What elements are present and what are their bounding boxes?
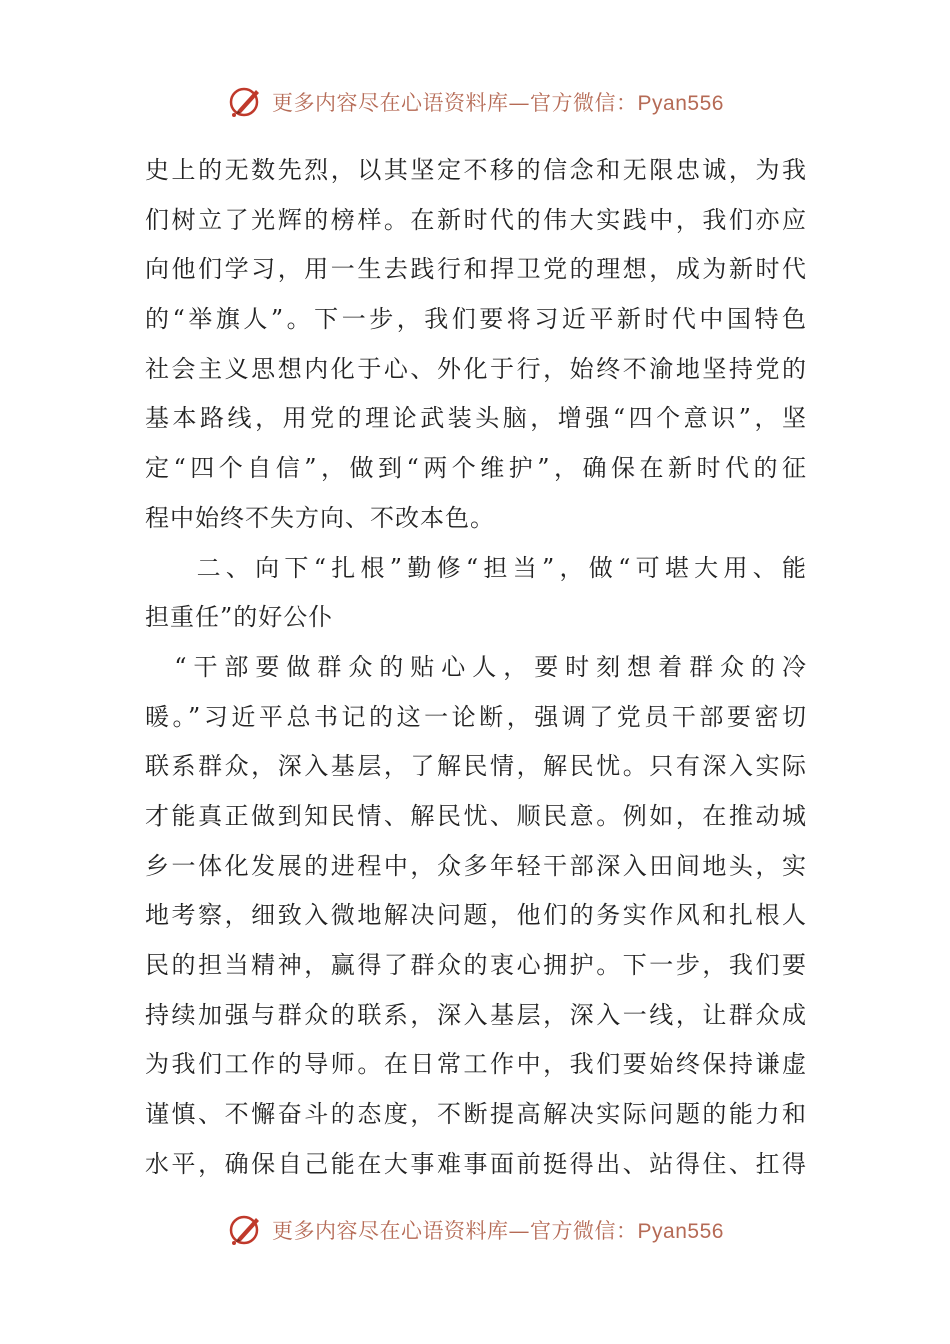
text-line: 定“四个自信”，做到“两个维护”，确保在新时代的征 <box>145 454 807 483</box>
text-line: 暖。”习近平总书记的这一论断，强调了党员干部要密切 <box>145 702 807 731</box>
header-banner <box>0 80 950 124</box>
text-line: 程中始终不失方向、不改本色。 <box>145 503 495 532</box>
wechat-id: Pyan556 <box>637 92 724 115</box>
text-line: 民的担当精神，赢得了群众的衷心拥护。下一步，我们要 <box>145 951 807 979</box>
text-line: “干部要做群众的贴心人，要时刻想着群众的冷 <box>145 652 807 681</box>
text-line: 乡一体化发展的进程中，众多年轻干部深入田间地头，实 <box>145 851 807 880</box>
document-body <box>145 146 807 1189</box>
pen-nib-logo-icon <box>226 1210 266 1250</box>
text-line: 基本路线，用党的理论武装头脑，增强“四个意识”，坚 <box>145 404 807 433</box>
text-line: 社会主义思想内化于心、外化于行，始终不渝地坚持党的 <box>145 354 807 383</box>
text-line: 地考察，细致入微地解决问题，他们的务实作风和扎根人 <box>145 901 807 930</box>
text-line: 史上的无数先烈，以其坚定不移的信念和无限忠诚，为我 <box>145 156 807 184</box>
text-line: 水平，确保自己能在大事难事面前挺得出、站得住、扛得 <box>145 1149 807 1178</box>
banner-text: 更多内容尽在心语资料库—官方微信：Pyan556 <box>272 91 724 115</box>
pen-nib-logo-icon <box>226 82 266 122</box>
section-heading-line: 担重任”的好公仆 <box>145 603 334 632</box>
footer-banner <box>0 1208 950 1252</box>
section-heading-line: 二、向下“扎根”勤修“担当”，做“可堪大用、能 <box>145 553 807 582</box>
banner-text: 更多内容尽在心语资料库—官方微信：Pyan556 <box>272 1219 724 1243</box>
text-line: 联系群众，深入基层，了解民情，解民忧。只有深入实际 <box>145 752 807 781</box>
text-line: 谨慎、不懈奋斗的态度，不断提高解决实际问题的能力和 <box>145 1100 807 1129</box>
text-line: 持续加强与群众的联系，深入基层，深入一线，让群众成 <box>145 1000 807 1029</box>
wechat-id: Pyan556 <box>637 1220 724 1243</box>
text-line: 向他们学习，用一生去践行和捍卫党的理想，成为新时代 <box>145 255 807 284</box>
text-line: 为我们工作的导师。在日常工作中，我们要始终保持谦虚 <box>145 1050 807 1079</box>
text-line: 们树立了光辉的榜样。在新时代的伟大实践中，我们亦应 <box>145 205 807 234</box>
text-line: 才能真正做到知民情、解民忧、顺民意。例如，在推动城 <box>145 801 807 830</box>
text-line: 的“举旗人”。下一步，我们要将习近平新时代中国特色 <box>145 305 807 334</box>
